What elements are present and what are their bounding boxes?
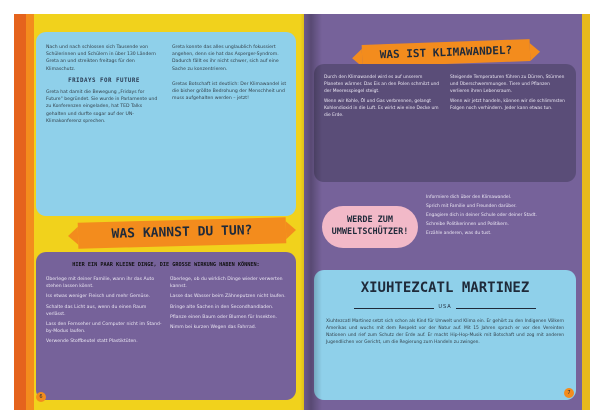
list-item: Verwende Stoffbeutel statt Plastiktüten. (46, 339, 138, 345)
climate-change-box (314, 64, 576, 182)
list-item: Schalte das Licht aus, wenn du einen Raum verlässt. (46, 304, 147, 317)
page-edge-light-orange (26, 14, 34, 410)
page-edge-orange (14, 14, 26, 410)
list-item: Erzähle anderen, was du tust. (426, 231, 492, 236)
list-item: Überlege, ob du wirklich Dinge wieder verwerten kannst. (170, 277, 283, 290)
fridays-for-future-heading: FRIDAYS FOR FUTURE (68, 77, 140, 84)
greta-story-box (36, 32, 296, 216)
list-item: Informiere dich über den Klimawandel. (426, 195, 512, 200)
list-item: Durch den Klimawandel wird es auf unserem Planeten wärmer. Das Eis an den Polen schmilzt und der Meeresspiegel steigt. (324, 75, 440, 94)
left-page (14, 14, 310, 410)
story-paragraph: Greta hat damit die Bewegung „Fridays for Future" begründet. Sie wurde in Parlamente und zu Konferenzen eingeladen, hat TED Talks gehalten und durfte sogar auf der UN-Klimakonferenz sprechen. (46, 90, 158, 124)
profile-box (314, 270, 576, 400)
climate-list-1 (324, 74, 440, 122)
list-item: Wenn wir Kohle, Öl und Gas verbrennen, gelangt Kohlendioxid in die Luft. Es wirkt wie eine Decke um die Erde. (324, 99, 439, 118)
profile-body: Xiuhtezcatl Martinez setzt sich schon als Kind für Umwelt und Klima ein. Er gehört zu den Indigenen Völkern Amerikas und wuchs mit dem Respekt vor der Natur auf. Mit 15 Jahren sprach er vor den Vereinten Nationen und rief zum Schutz der Erde auf. Er macht Hip-Hop-Musik mit Botschaft und zog mit anderen Jugendlichen vor Gericht, um die Regierung zum Handeln zu zwingen. (326, 319, 564, 345)
tips-subheading: HIER EIN PAAR KLEINE DINGE, DIE GROSSE WIRKUNG HABEN KÖNNEN: (72, 262, 260, 268)
profile-title: XIUHTEZCATL MARTINEZ (360, 280, 530, 296)
tips-box (36, 252, 296, 400)
open-book (14, 14, 590, 410)
story-column-2 (172, 44, 288, 102)
list-item: Iss etwas weniger Fleisch und mehr Gemüse. (46, 294, 151, 300)
story-column-1 (46, 44, 162, 125)
list-item: Steigende Temperaturen führen zu Dürren, Stürmen und Überschwemmungen. Tiere und Pflanzen verlieren ihren Lebensraum. (450, 75, 565, 94)
list-item: Sprich mit Familie und Freunden darüber. (426, 204, 517, 209)
what-is-climate-change-banner: WAS IST KLIMAWANDEL? (362, 39, 531, 67)
list-item: Schreibe Politikerinnen und Politikern. (426, 222, 509, 227)
tips-list-1 (46, 276, 164, 349)
activist-tips-list (426, 194, 574, 239)
list-item: Überlege mit deiner Familie, wann ihr das Auto stehen lassen könnt. (46, 277, 155, 290)
list-item: Engagiere dich in deiner Schule oder deiner Stadt. (426, 213, 537, 218)
right-page-background (304, 14, 582, 410)
climate-list-2 (450, 74, 566, 115)
profile-country: USA (438, 304, 452, 310)
story-paragraph: Greta konnte das alles unglaublich fokussiert angehen, denn sie hat das Asperger-Syndrom. Dadurch fällt es ihr nicht schwer, sich auf eine Sache zu konzentrieren. (172, 45, 279, 72)
page-number: 6 (36, 392, 46, 402)
page-number: 7 (564, 388, 574, 398)
story-paragraph: Gretas Botschaft ist deutlich: Der Klimawandel ist die bisher größte Bedrohung der Menschheit und muss aufgehalten werden – jetzt! (172, 81, 287, 102)
right-page (304, 14, 590, 410)
list-item: Wenn wir jetzt handeln, können wir die schlimmsten Folgen noch verhindern. Jeder kann etwas tun. (450, 99, 565, 111)
list-item: Bringe alte Sachen in den Secondhandladen. (170, 304, 274, 310)
tips-list-2 (170, 276, 288, 334)
list-item: Lass den Fernseher und Computer nicht im Stand-by-Modus laufen. (46, 322, 162, 335)
what-can-you-do-banner: WAS KANNST DU TUN? (78, 217, 287, 248)
list-item: Pflanze einen Baum oder Blumen für Insekten. (170, 314, 278, 320)
become-environmentalist-badge: WERDE ZUM UMWELTSCHÜTZER! (322, 206, 418, 248)
divider (456, 308, 536, 309)
book-spine (300, 14, 322, 410)
list-item: Lasse das Wasser beim Zähneputzen nicht laufen. (170, 294, 286, 300)
list-item: Nimm bei kurzen Wegen das Fahrrad. (170, 325, 257, 331)
story-paragraph: Nach und nach schlossen sich Tausende von Schülerinnen und Schülern in über 130 Ländern Greta an und streikten freitags für den Klimaschutz. (46, 45, 156, 72)
